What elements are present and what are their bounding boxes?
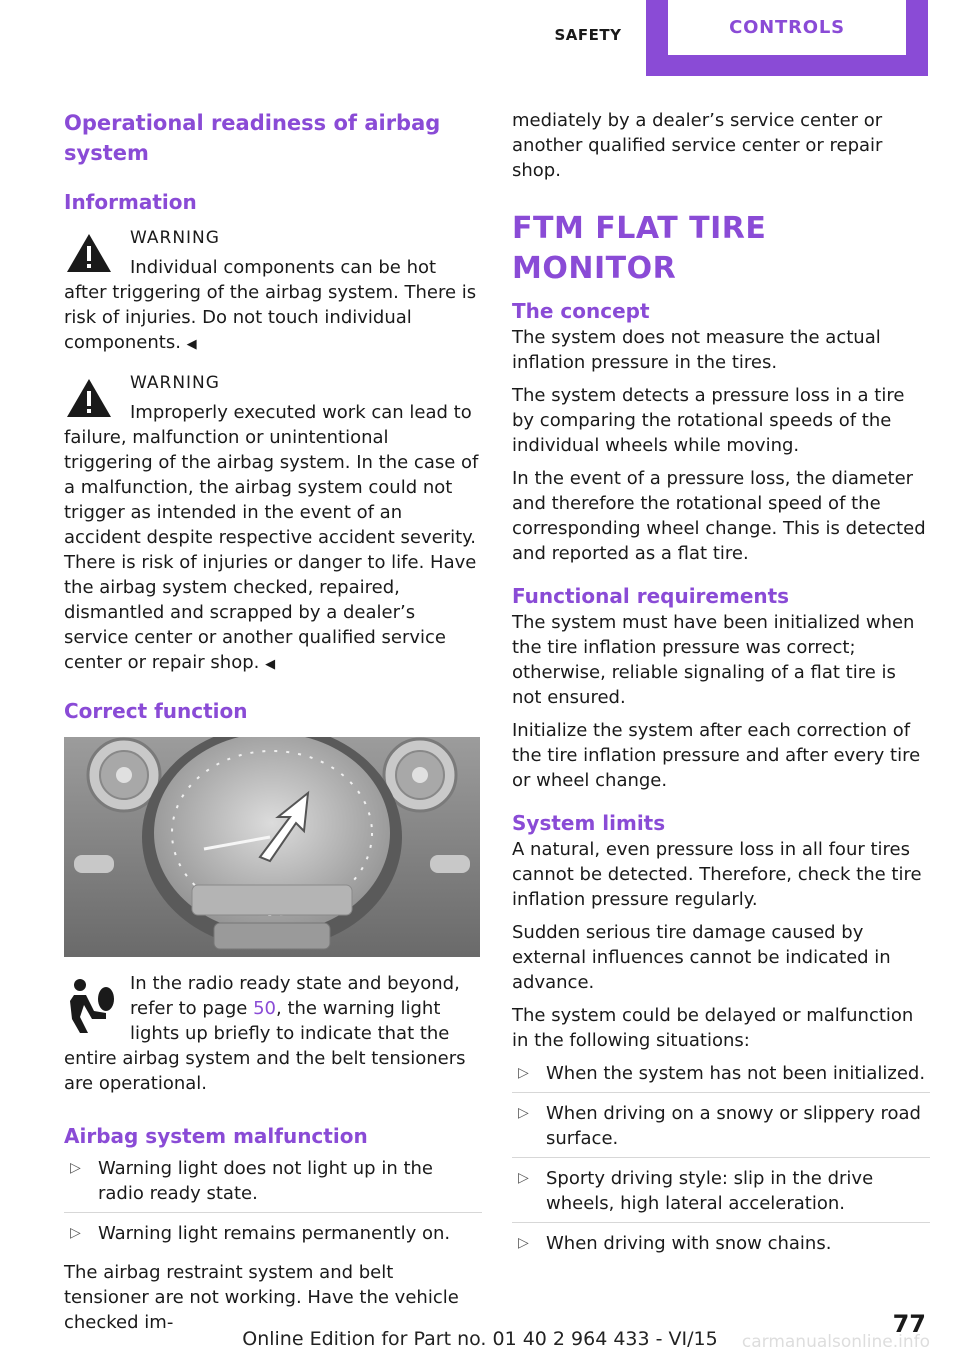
list-item: ▷ When driving on a snowy or slippery road surface. xyxy=(512,1101,930,1158)
limits-list xyxy=(512,1061,930,1262)
bullet-triangle-icon: ▷ xyxy=(518,1105,529,1121)
continued-text: mediately by a dealer’s service center or another qualified service center or repair shop. xyxy=(512,110,883,181)
warning-triangle-icon xyxy=(64,230,114,276)
bullet-triangle-icon: ▷ xyxy=(70,1160,81,1176)
footer-edition-text: Online Edition for Part no. 01 40 2 964 433 - VI/15 xyxy=(242,1328,718,1350)
heading-system-limits: System limits xyxy=(512,811,666,835)
warning-text: Improperly executed work can lead to failure, malfunction or unintentional triggering of the airbag system. In the case of a malfunction, the airbag system could not trigger as intended in the event of an accident despite respective accident severity. There is risk of injuries or danger to life. Have the airbag system checked, repaired, dismantled and scrapped by a dealer’s service center or another qualified service center or repair shop. ◀ xyxy=(64,402,479,673)
malfunction-list xyxy=(64,1156,482,1252)
warning-improper-work xyxy=(64,371,482,677)
end-mark-icon: ◀ xyxy=(186,337,197,352)
malfunction-text: The airbag restraint system and belt tensioner are not working. Have the vehicle checked im- xyxy=(64,1262,459,1333)
limits-paragraph: The system could be delayed or malfunction in the following situations: xyxy=(512,1005,914,1051)
airbag-warning-light-icon xyxy=(64,977,116,1035)
heading-correct-function: Correct function xyxy=(64,699,248,723)
list-item: ▷ Sporty driving style: slip in the drive wheels, high lateral acceleration. xyxy=(512,1166,930,1223)
warning-label: WARNING xyxy=(130,228,220,248)
list-item: ▷ When driving with snow chains. xyxy=(518,1233,832,1254)
concept-paragraph: The system detects a pressure loss in a tire by comparing the rotational speeds of the individual wheels while moving. xyxy=(512,385,905,456)
concept-paragraph: In the event of a pressure loss, the diameter and therefore the rotational speed of the corresponding wheel change. This is detected and reported as a flat tire. xyxy=(512,468,926,564)
warning-text: Individual components can be hot after triggering of the airbag system. There is risk of injuries. Do not touch individual components. ◀ xyxy=(64,257,477,353)
bullet-triangle-icon: ▷ xyxy=(518,1170,529,1186)
left-column xyxy=(64,108,482,1343)
tab-controls[interactable] xyxy=(646,0,928,76)
heading-information: Information xyxy=(64,190,197,214)
limits-paragraph: A natural, even pressure loss in all four tires cannot be detected. Therefore, check the tire inflation pressure regularly. xyxy=(512,839,922,910)
bullet-triangle-icon: ▷ xyxy=(518,1235,529,1251)
tab-controls-label: CONTROLS xyxy=(668,0,906,55)
warning-hot-components xyxy=(64,226,482,357)
instrument-cluster-photo xyxy=(64,737,480,957)
page-footer xyxy=(0,1310,960,1360)
warning-triangle-icon xyxy=(64,375,114,421)
requirements-paragraph: Initialize the system after each correction of the tire inflation pressure and after every tire or wheel change. xyxy=(512,720,921,791)
list-item: ▷ Warning light does not light up in the radio ready state. xyxy=(64,1156,482,1213)
page-number: 77 xyxy=(892,1310,926,1338)
tab-safety[interactable]: SAFETY xyxy=(554,26,622,44)
bullet-triangle-icon: ▷ xyxy=(518,1065,529,1081)
heading-ftm: FTM FLAT TIRE MONITOR xyxy=(512,211,767,286)
requirements-paragraph: The system must have been initialized when the tire inflation pressure was correct; otherwise, reliable signaling of a flat tire is not ensured. xyxy=(512,612,915,708)
end-mark-icon: ◀ xyxy=(265,657,276,672)
heading-concept: The concept xyxy=(512,299,650,323)
page-link[interactable]: 50 xyxy=(253,998,276,1019)
correct-function-text: In the radio ready state and beyond, refer to page 50, the warning light lights up briefly to indicate that the entire airbag system and the belt tensioners are operational. xyxy=(64,973,466,1094)
watermark: carmanualsonline.info xyxy=(741,1332,930,1352)
bullet-triangle-icon: ▷ xyxy=(70,1225,81,1241)
heading-airbag-malfunction: Airbag system malfunction xyxy=(64,1124,368,1148)
heading-airbag-readiness: Operational readiness of airbag system xyxy=(64,111,441,165)
limits-paragraph: Sudden serious tire damage caused by external influences cannot be indicated in advance. xyxy=(512,922,891,993)
airbag-warning-block xyxy=(64,971,482,1096)
concept-paragraph: The system does not measure the actual inflation pressure in the tires. xyxy=(512,327,881,373)
heading-functional-requirements: Functional requirements xyxy=(512,584,790,608)
warning-label: WARNING xyxy=(130,373,220,393)
list-item: ▷ Warning light remains permanently on. xyxy=(70,1223,451,1244)
list-item: ▷ When the system has not been initialized. xyxy=(512,1061,930,1093)
right-column xyxy=(512,108,930,1270)
